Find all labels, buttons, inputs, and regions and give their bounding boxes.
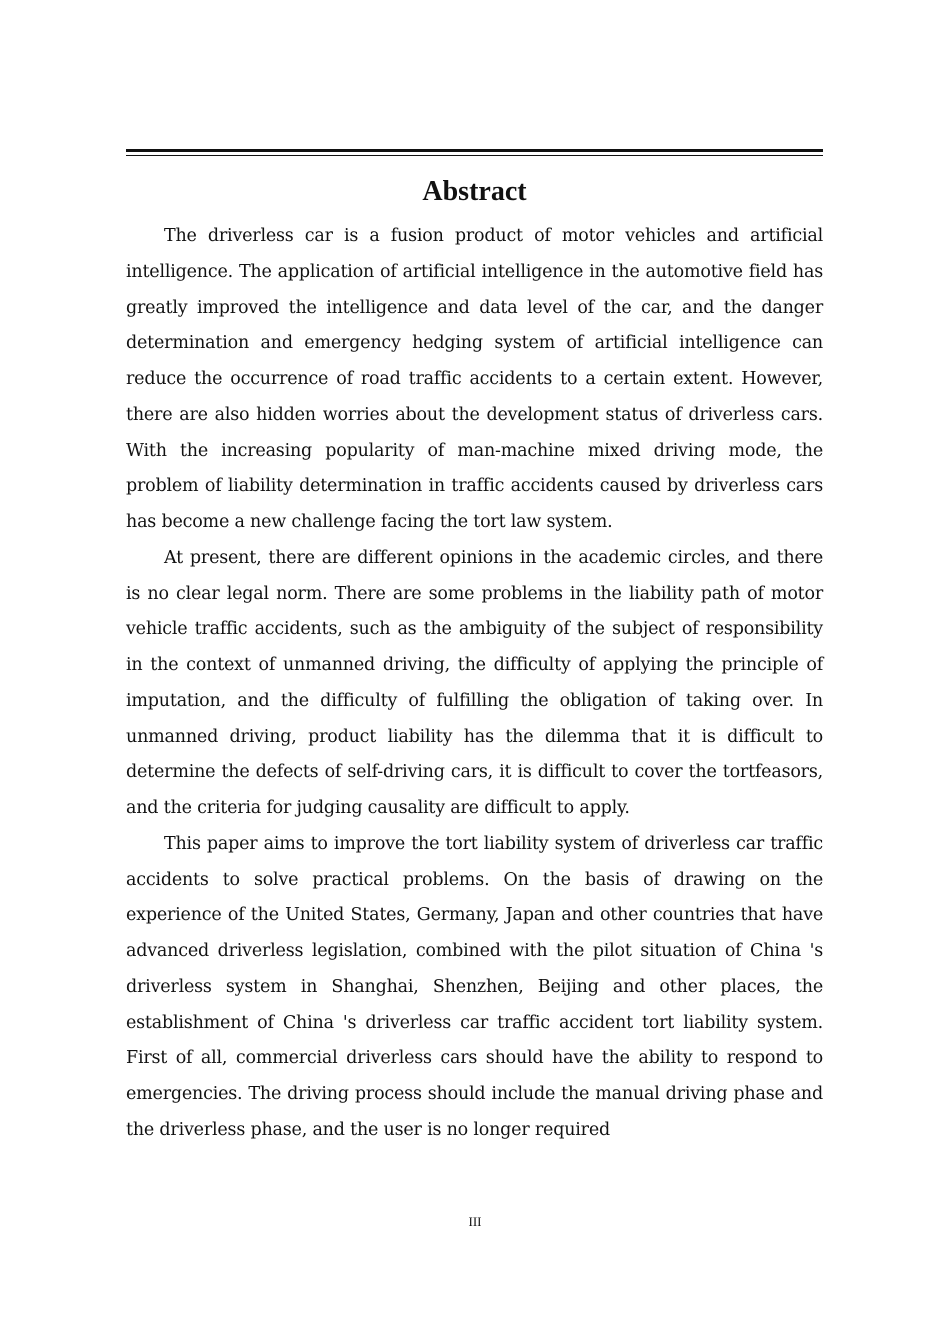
header-rule: [126, 149, 823, 156]
page-title: Abstract: [422, 176, 527, 207]
abstract-body: [126, 219, 823, 1149]
paragraph: This paper aims to improve the tort liability system of driverless car traffic accidents to solve practical problems. On the basis of drawing on the experience of the United States, Germany, Japan and other countries that have advanced driverless legislation, combined with the pilot situation of China 's driverless system in Shanghai, Shenzhen, Beijing and other places, the establishment of China 's driverless car traffic accident tort liability system. First of all, commercial driverless cars should have the ability to respond to emergencies. The driving process should include the manual driving phase and the driverless phase, and the user is no longer required: [126, 833, 823, 1140]
paragraph: The driverless car is a fusion product of motor vehicles and artificial intelligence. The application of artificial intelligence in the automotive field has greatly improved the intelligence and data level of the car, and the danger determination and emergency hedging system of artificial intelligence can reduce the occurrence of road traffic accidents to a certain extent. However, there are also hidden worries about the development status of driverless cars. With the increasing popularity of man-machine mixed driving mode, the problem of liability determination in traffic accidents caused by driverless cars has become a new challenge facing the tort law system.: [126, 226, 823, 532]
paragraph: At present, there are different opinions in the academic circles, and there is no clear legal norm. There are some problems in the liability path of motor vehicle traffic accidents, such as the ambiguity of the subject of responsibility in the context of unmanned driving, the difficulty of applying the principle of imputation, and the difficulty of fulfilling the obligation of taking over. In unmanned driving, product liability has the dilemma that it is difficult to determine the defects of self-driving cars, it is difficult to cover the tortfeasors, and the criteria for judging causality are difficult to apply.: [126, 547, 823, 818]
page-number: III: [468, 1214, 482, 1229]
